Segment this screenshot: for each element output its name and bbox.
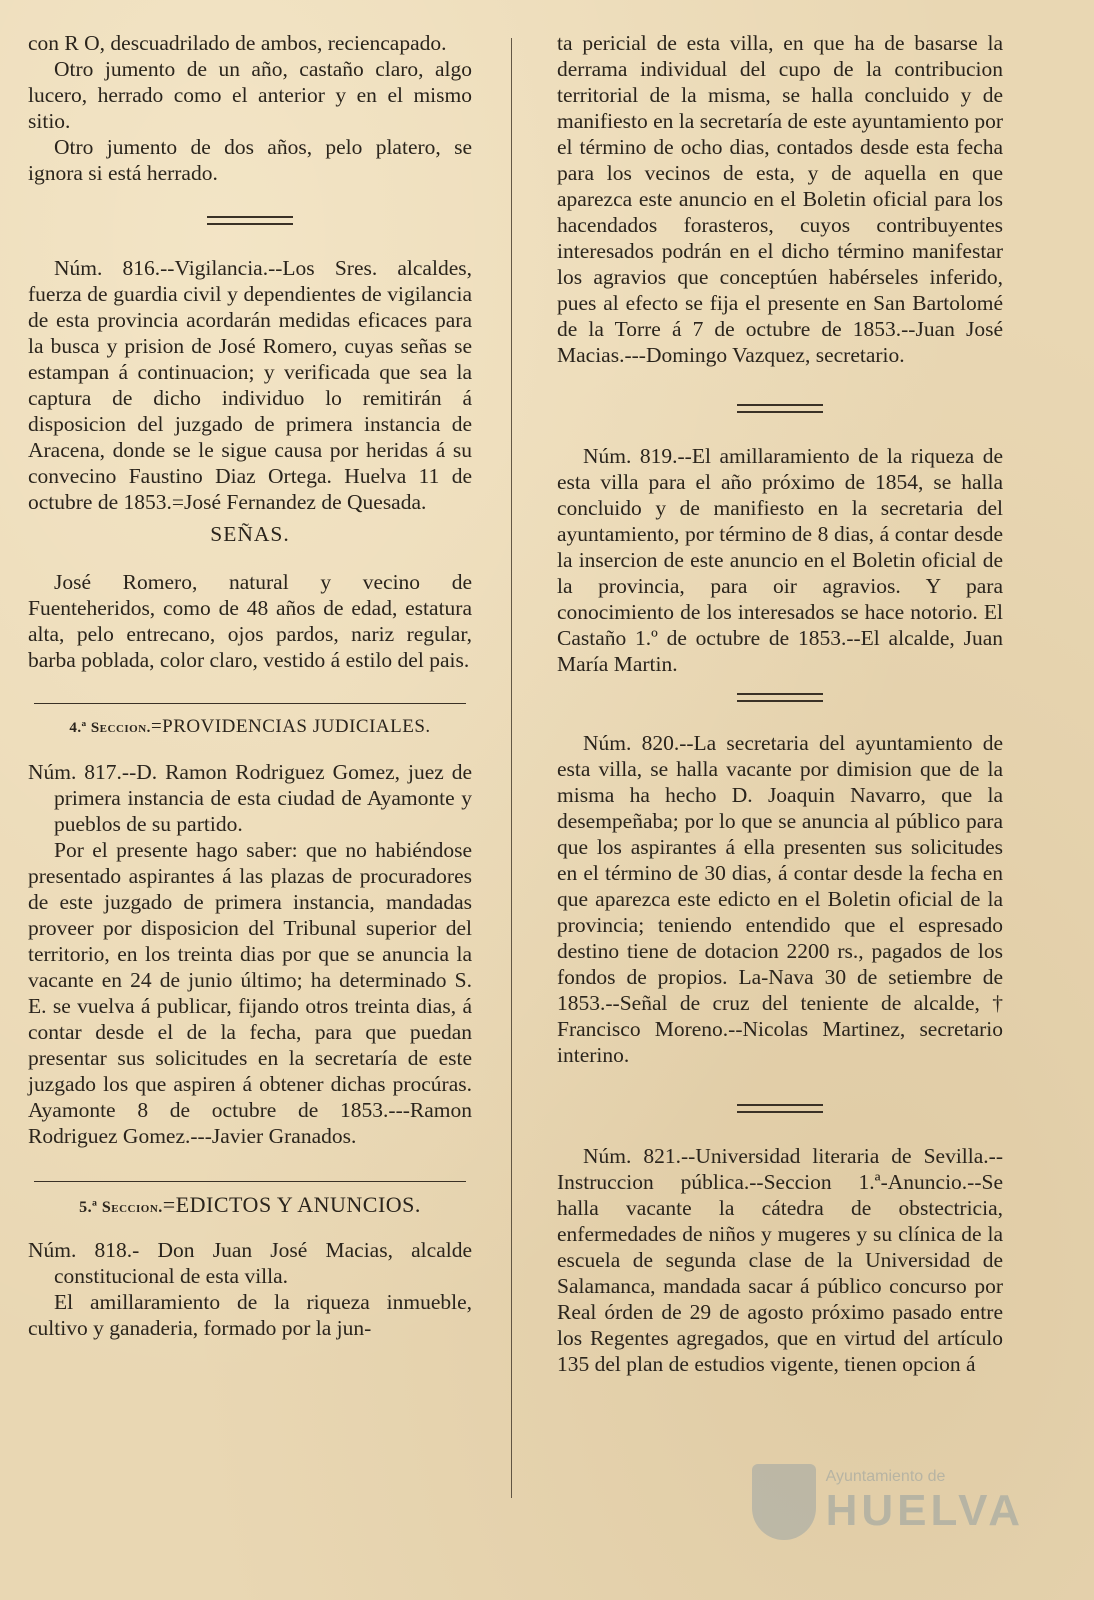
watermark-small-text: Ayuntamiento de — [825, 1468, 946, 1485]
senas-heading: SEÑAS. — [210, 522, 290, 546]
coat-of-arms-icon — [752, 1464, 816, 1540]
section-5-label: 5.ª Seccion. — [79, 1199, 163, 1216]
section-5-heading — [28, 1192, 472, 1221]
senas-description: José Romero, natural y vecino de Fuenteheridos, como de 48 años de edad, estatura alta, pelo entrecano, ojos pardos, nariz regular, barba poblada, color claro, vestido á estilo del pais. — [28, 570, 472, 672]
notice-821: Núm. 821.--Universidad literaria de Sevilla.--Instruccion pública.--Seccion 1.ª-Anuncio.--Se halla vacante la cátedra de obstectricia, enfermedades de niños y mugeres y su clínica de la escuela de segunda clase de la Universidad de Salamanca, mandada sacar á público concurso por Real órden de 29 de agosto próximo pasado entre los Regentes agregados, que en virtud del artículo 135 del plan de estudios vigente, tienen opcion á — [557, 1144, 1003, 1376]
section-4-label: 4.ª Seccion. — [69, 720, 151, 736]
right-column — [557, 30, 1003, 1377]
section-5-title: =EDICTOS Y ANUNCIOS. — [162, 1192, 421, 1217]
double-rule-divider — [737, 1104, 823, 1113]
notice-817-body: Por el presente hago saber: que no habiéndose presentado aspirantes á las plazas de procuradores de este juzgado de primera instancia, mandadas proveer por disposicion del Tribunal superior del territorio, en los treinta dias por que se anuncia la vacante en 24 de junio último; ha determinado S. E. se vuelva á publicar, fijando otros treinta dias, á contar desde el de la fecha, para que puedan presentar sus solicitudes en la secretaría de este juzgado los que aspiren á obtener dichas procúras. Ayamonte 8 de octubre de 1853.---Ramon Rodriguez Gomez.---Javier Granados. — [28, 838, 472, 1148]
left-column — [28, 30, 472, 1341]
watermark-big-text: HUELVA — [825, 1486, 1024, 1535]
archive-watermark — [752, 1464, 1024, 1540]
notice-816: Núm. 816.--Vigilancia.--Los Sres. alcaldes, fuerza de guardia civil y dependientes de vigilancia de esta provincia acordarán medidas eficaces para la busca y prision de José Romero, cuyas señas se estampan á continuacion; y verificada que sea la captura de dicho individuo lo remitirán á disposicion del juzgado de primera instancia de Aracena, donde se le sigue causa por heridas á su convecino Faustino Diaz Ortega. Huelva 11 de octubre de 1853.=José Fernandez de Quesada. — [28, 256, 472, 514]
notice-819: Núm. 819.--El amillaramiento de la riqueza de esta villa para el año próximo de 1854, se halla concluido y de manifiesto en la secretaria del ayuntamiento, por término de 8 dias, á contar desde la insercion de este anuncio en el Boletin oficial de la provincia, para oir agravios. Y para conocimiento de los interesados se hace notorio. El Castaño 1.º de octubre de 1853.--El alcalde, Juan María Martin. — [557, 444, 1003, 676]
double-rule-divider — [207, 216, 293, 225]
column-divider — [511, 38, 512, 1498]
section-4-title: =PROVIDENCIAS JUDICIALES. — [150, 716, 431, 737]
paragraph-donkey-two: Otro jumento de dos años, pelo platero, se ignora si está herrado. — [28, 135, 472, 185]
notice-818-heading: Núm. 818.- Don Juan José Macias, alcalde constitucional de esta villa. — [28, 1238, 472, 1288]
notice-818-body: El amillaramiento de la riqueza inmueble, cultivo y ganaderia, formado por la jun- — [28, 1290, 472, 1340]
section-4-heading — [28, 714, 472, 741]
notice-820: Núm. 820.--La secretaria del ayuntamiento de esta villa, se halla vacante por dimision que de la misma ha hecho D. Joaquin Navarro, que la desempeñaba; por lo que se anuncia al público para que los aspirantes á ella presenten sus solicitudes en el término de 30 dias, á contar desde la fecha en que aparezca este edicto en el Boletin oficial de la provincia; teniendo entendido que el espresado destino tiene de dotacion 2200 rs., pagados de los fondos de propios. La-Nava 30 de setiembre de 1853.--Señal de cruz del teniente de alcalde, † Francisco Moreno.--Nicolas Martinez, secretario interino. — [557, 731, 1003, 1067]
notice-818-continued: ta pericial de esta villa, en que ha de basarse la derrama individual del cupo de la contribucion territorial de la misma, se halla concluido y de manifiesto en la secretaría de este ayuntamiento por el término de ocho dias, contados desde esta fecha para los vecinos de esta, y de aquella en que aparezca este anuncio en el Boletin oficial para los hacendados forasteros, cuyos contribuyentes interesados podrán en el dicho término manifestar los agravios que conceptúen habérseles inferido, pues al efecto se fija el presente en San Bartolomé de la Torre á 7 de octubre de 1853.--Juan José Macias.---Domingo Vazquez, secretario. — [557, 31, 1003, 367]
notice-817-heading: Núm. 817.--D. Ramon Rodriguez Gomez, juez de primera instancia de esta ciudad de Ayamonte y pueblos de su partido. — [28, 760, 472, 836]
continued-paragraph: con R O, descuadrilado de ambos, reciencapado. — [28, 31, 447, 55]
double-rule-divider — [737, 693, 823, 702]
paragraph-donkey-one: Otro jumento de un año, castaño claro, algo lucero, herrado como el anterior y en el mismo sitio. — [28, 57, 472, 133]
double-rule-divider — [737, 404, 823, 413]
